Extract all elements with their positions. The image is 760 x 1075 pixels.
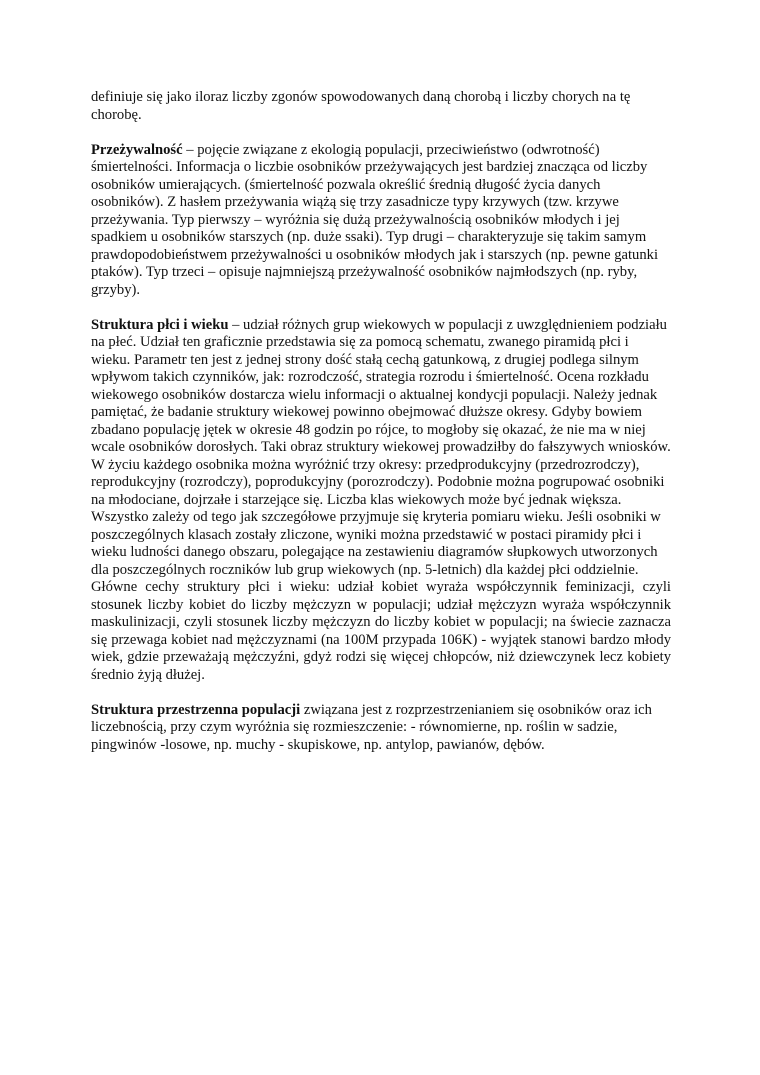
spatial-text: związana jest z rozprzestrzenianiem się osobników oraz ich liczebnością, przy czym wyróżnia się rozmieszczenie: - równomierne, np. roślin w sadzie, pingwinów -losowe, np. muchy - skupiskowe, np. antylop, pawianów, dębów. bbox=[91, 701, 652, 753]
sex-features-paragraph: Główne cechy struktury płci i wieku: udział kobiet wyraża współczynnik feminizacji, czyli stosunek liczby kobiet do liczby mężczyzn w populacji; udział mężczyzn wyraża współczynnik maskulinizacji, czyli stosunek liczby mężczyzn do liczby kobiet w populacji; na świecie zaznacza się przewaga kobiet nad mężczyznami (na 100M przypada 106K) - wyjątek stanowi bardzo młody wiek, gdzie przeważają mężczyźni, gdyż rodzi się więcej chłopców, niż dziewczynek lecz kobiety średnio żyją dłużej. bbox=[91, 579, 671, 683]
sex-age-text: – udział różnych grup wiekowych w populacji z uwzględnieniem podziału na płeć. Udział ten graficznie przedstawia się za pomocą schematu, zwanego piramidą płci i wieku. Parametr ten jest z jednej strony dość stałą cechą gatunkową, z drugiej podlega silnym wpływom takich czynników, jak: rozrodczość, strategia rozrodu i śmiertelność. Ocena rozkładu wiekowego osobników dostarcza wielu informacji o aktualnej kondycji populacji. Należy jednak pamiętać, że badanie struktury wiekowej powinno obejmować dłuższe okresy. Gdyby bowiem zbadano populację jętek w okresie 48 godzin po rójce, to mogłoby się okazać, że nie ma w niej wcale osobników dorosłych. Taki obraz struktury wiekowej prowadziłby do fałszywych wniosków. W życiu każdego osobnika można wyróżnić trzy okresy: przedprodukcyjny (przedrozrodczy), reprodukcyjny (rozrodczy), poprodukcyjny (porozrodczy). Podobnie można pogrupować osobniki na młodociane, dojrzałe i starzejące się. Liczba klas wiekowych może być jednak większa. Wszystko zależy od tego jak szczegółowe przyjmuje się kryteria pomiaru wieku. Jeśli osobniki w poszczególnych klasach zostały zliczone, wyniki można przedstawić w postaci piramidy płci i wieku ludności danego obszaru, polegające na zestawieniu diagramów słupkowych utworzonych dla poszczególnych roczników lub grup wiekowych (np. 5-letnich) dla każdej płci oddzielnie. bbox=[91, 316, 671, 578]
survival-text: – pojęcie związane z ekologią populacji, przeciwieństwo (odwrotność) śmiertelności. Informacja o liczbie osobników przeżywających jest bardziej znacząca od liczby osobników umierających. (śmiertelność pozwala określić średnią długość życia danych osobników). Z hasłem przeżywania wiążą się trzy zasadnicze typy krzywych (tzw. krzywe przeżywania. Typ pierwszy – wyróżnia się dużą przeżywalnością osobników młodych i jej spadkiem u osobników starszych (np. duże ssaki). Typ drugi – charakteryzuje się takim samym prawdopodobieństwem przeżywalności u osobników młodych jak i starszych (np. pewne gatunki ptaków). Typ trzeci – opisuje najmniejszą przeżywalność osobników najmłodszych (np. ryby, grzyby). bbox=[91, 141, 658, 298]
paragraph-spacer bbox=[91, 684, 671, 702]
sex-age-paragraph bbox=[91, 317, 671, 580]
survival-paragraph bbox=[91, 142, 671, 300]
document-page bbox=[91, 89, 671, 754]
sex-age-term: Struktura płci i wieku bbox=[91, 316, 229, 333]
intro-paragraph: definiuje się jako iloraz liczby zgonów spowodowanych daną chorobą i liczby chorych na tę chorobę. bbox=[91, 89, 631, 123]
paragraph-spacer bbox=[91, 299, 671, 317]
spatial-paragraph bbox=[91, 702, 671, 755]
paragraph-spacer bbox=[91, 124, 671, 142]
spatial-term: Struktura przestrzenna populacji bbox=[91, 701, 301, 718]
survival-term: Przeżywalność bbox=[91, 141, 183, 158]
